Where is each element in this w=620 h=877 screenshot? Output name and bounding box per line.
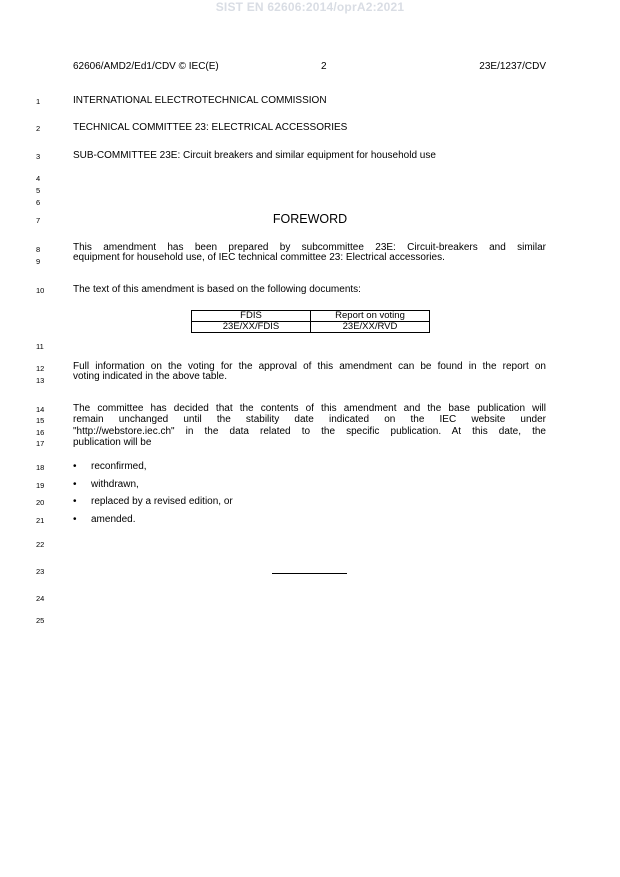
line-number: 20 — [36, 498, 45, 507]
line-number: 18 — [36, 463, 45, 472]
watermark: SIST EN 62606:2014/oprA2:2021 — [215, 0, 405, 14]
line-number: 2 — [36, 124, 41, 133]
line-number: 16 — [36, 428, 45, 437]
list-item — [73, 514, 135, 525]
table-header-report-on-voting: Report on voting — [311, 311, 430, 322]
list-item — [73, 461, 147, 472]
organization-heading: INTERNATIONAL ELECTROTECHNICAL COMMISSION — [73, 95, 327, 106]
line-number: 24 — [36, 594, 45, 603]
table-header-fdis: FDIS — [192, 311, 311, 322]
header-document-ref: 62606/AMD2/Ed1/CDV © IEC(E) — [73, 61, 219, 72]
end-rule — [272, 573, 347, 574]
bullet-icon: • — [73, 479, 77, 490]
line-number: 19 — [36, 481, 45, 490]
paragraph-line: This amendment has been prepared by subcommittee 23E: Circuit-breakers and similar — [73, 242, 546, 253]
bullet-icon: • — [73, 461, 77, 472]
header-committee-ref: 23E/1237/CDV — [479, 61, 546, 72]
bullet-icon: • — [73, 514, 77, 525]
paragraph-line: equipment for household use, of IEC technical committee 23: Electrical accessories. — [73, 252, 445, 264]
table-row — [192, 322, 430, 333]
documents-intro: The text of this amendment is based on the following documents: — [73, 284, 361, 295]
list-item-text: reconfirmed, — [91, 461, 147, 472]
bullet-icon: • — [73, 496, 77, 507]
line-number: 25 — [36, 616, 45, 625]
paragraph-line: publication will be — [73, 436, 152, 448]
foreword-title: FOREWORD — [272, 212, 348, 226]
stability-paragraph — [73, 403, 546, 448]
line-number: 4 — [36, 174, 41, 183]
paragraph-line: remain unchanged until the stability date indicated on the IEC website under — [73, 414, 546, 426]
line-number: 6 — [36, 198, 41, 207]
technical-committee-heading: TECHNICAL COMMITTEE 23: ELECTRICAL ACCESSORIES — [73, 122, 348, 133]
table-cell-rvd: 23E/XX/RVD — [311, 322, 430, 333]
line-number: 7 — [36, 216, 41, 225]
line-number: 3 — [36, 152, 41, 161]
sub-committee-heading: SUB-COMMITTEE 23E: Circuit breakers and similar equipment for household use — [73, 150, 436, 161]
paragraph-line: voting indicated in the above table. — [73, 371, 227, 383]
voting-paragraph — [73, 362, 546, 382]
line-number: 1 — [36, 97, 41, 106]
documents-table — [191, 310, 430, 333]
paragraph-line: "http://webstore.iec.ch" in the data related to the specific publication. At this date, the — [73, 425, 546, 437]
line-number: 10 — [36, 286, 45, 295]
line-number: 23 — [36, 567, 45, 576]
line-number: 13 — [36, 376, 45, 385]
paragraph-line: The committee has decided that the contents of this amendment and the base publication will — [73, 403, 546, 414]
table-header-row — [192, 311, 430, 322]
line-number: 22 — [36, 540, 45, 549]
list-item-text: withdrawn, — [91, 479, 139, 490]
line-number: 5 — [36, 186, 41, 195]
header-page-number: 2 — [321, 61, 327, 72]
line-number: 14 — [36, 405, 45, 414]
list-item-text: replaced by a revised edition, or — [91, 496, 233, 507]
line-number: 17 — [36, 439, 45, 448]
line-number: 11 — [36, 342, 44, 351]
paragraph-line: Full information on the voting for the approval of this amendment can be found in the report on — [73, 361, 546, 372]
list-item-text: amended. — [91, 514, 136, 525]
line-number: 21 — [36, 516, 45, 525]
line-number: 15 — [36, 416, 45, 425]
table-cell-fdis: 23E/XX/FDIS — [192, 322, 311, 333]
foreword-paragraph-1 — [73, 243, 546, 263]
line-number: 8 — [36, 245, 41, 254]
line-number: 9 — [36, 257, 41, 266]
list-item — [73, 479, 139, 490]
line-number: 12 — [36, 364, 45, 373]
list-item — [73, 496, 233, 507]
